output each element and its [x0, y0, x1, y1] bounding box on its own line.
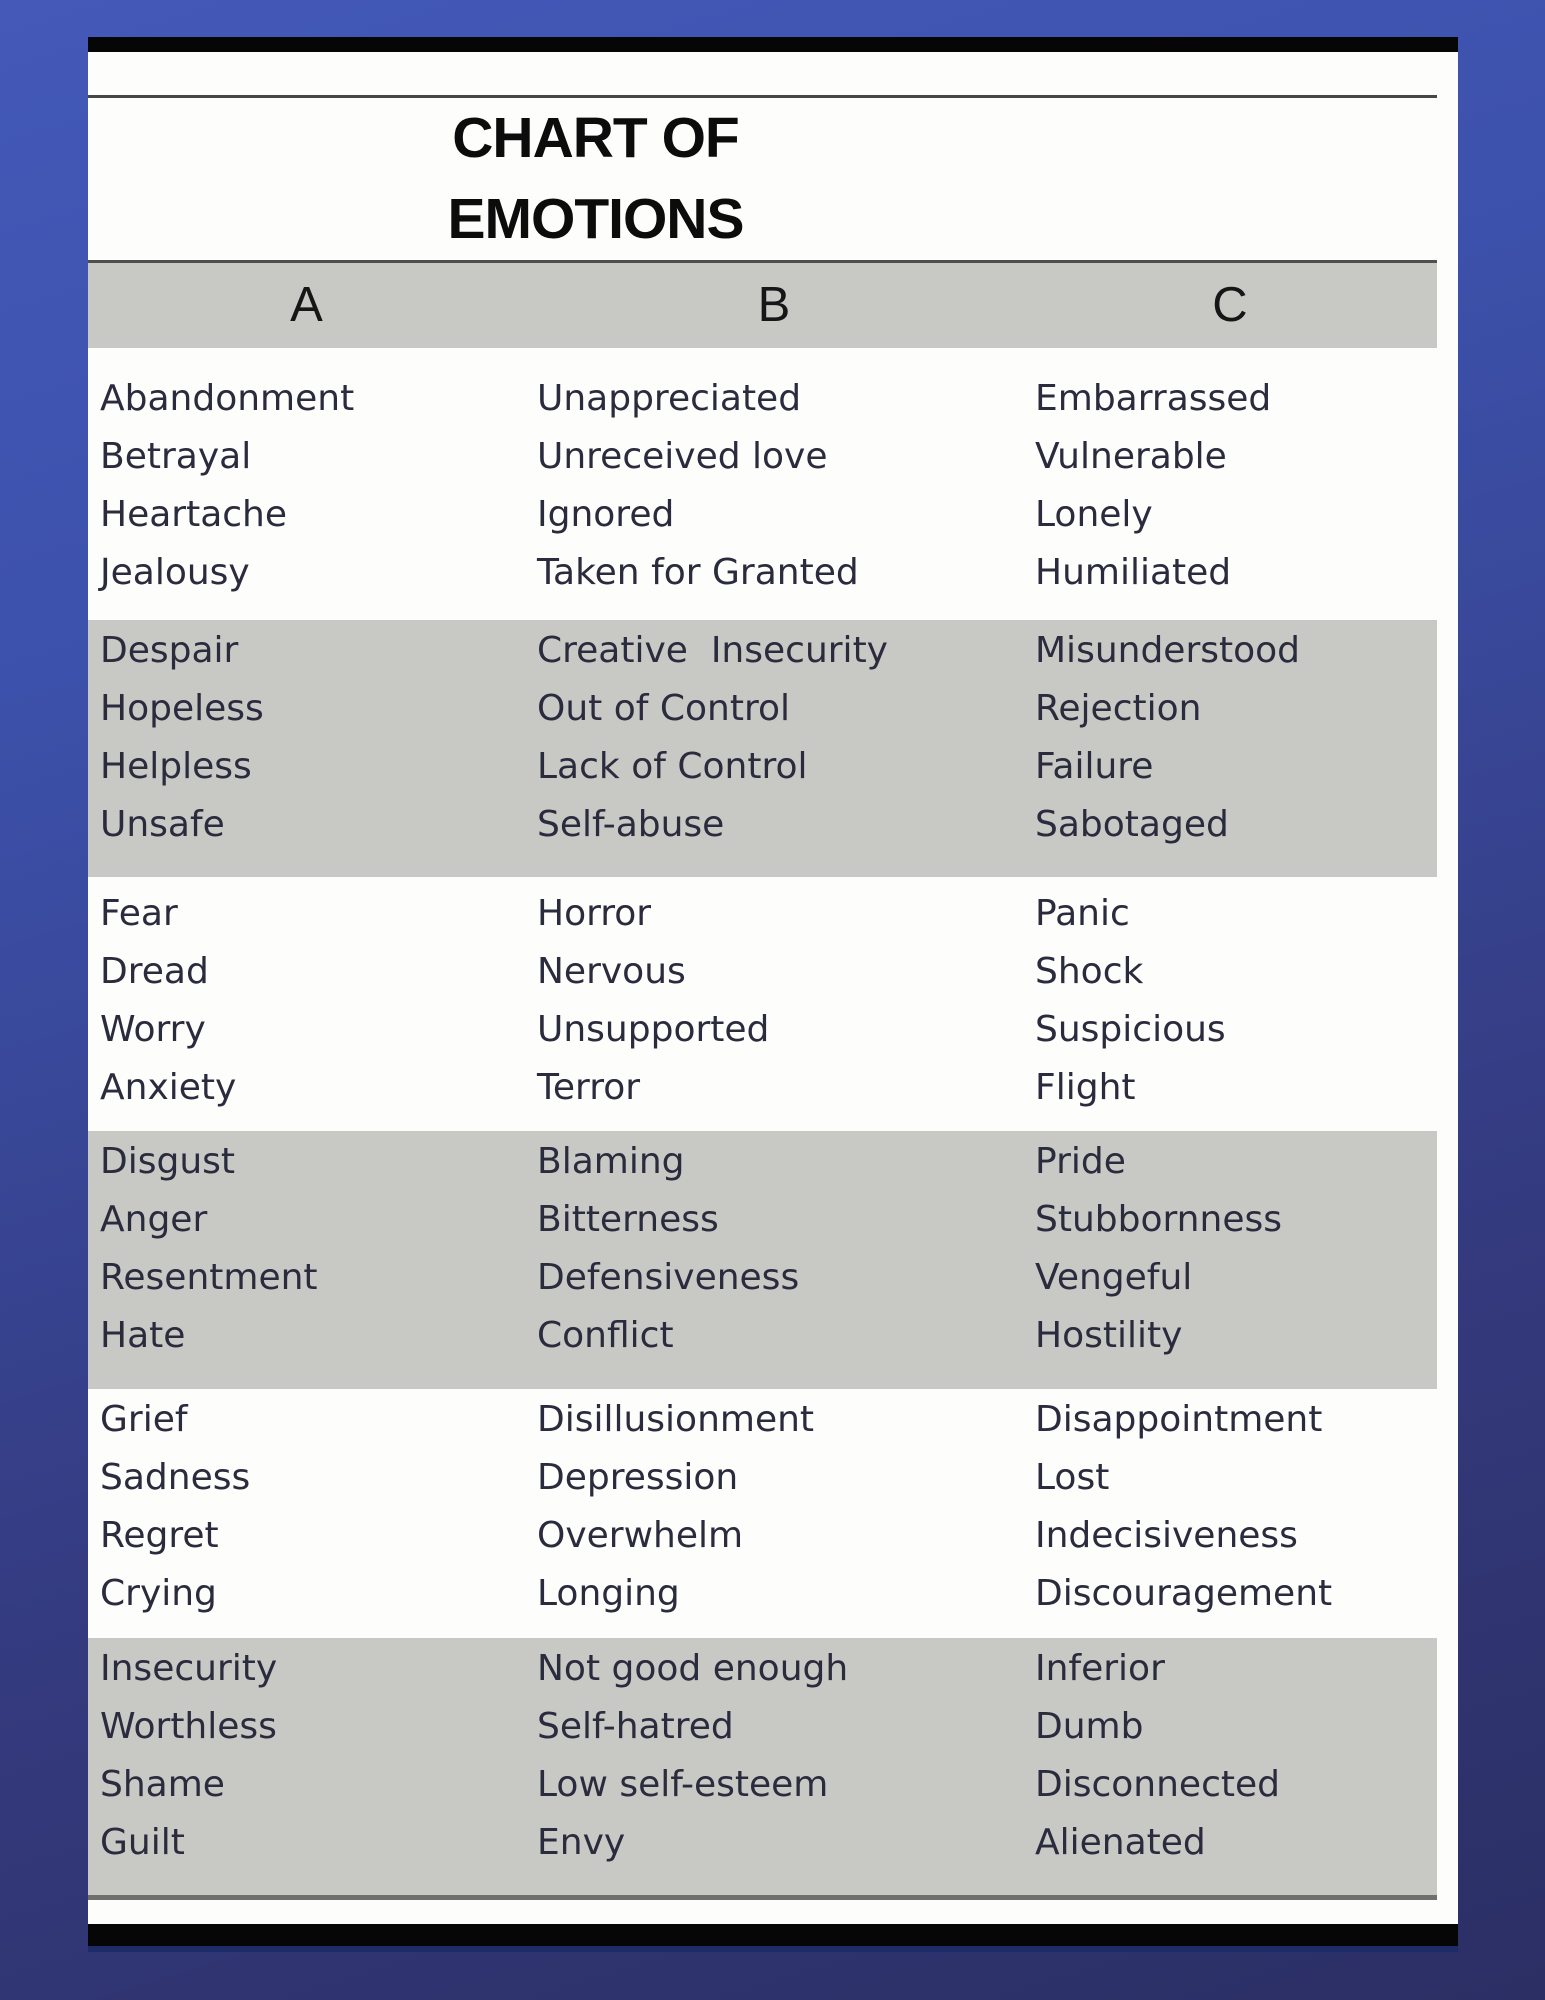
- group4-column-b-cell: [525, 1133, 1023, 1389]
- bottom-black-bar: [88, 1924, 1458, 1946]
- column-header-a: A: [290, 278, 323, 332]
- group3-column-a-cell: [88, 885, 525, 1131]
- group4-column-c-cell: [1023, 1133, 1437, 1389]
- emotion-item: Unreceived love: [537, 436, 828, 477]
- emotion-item: Sabotaged: [1035, 804, 1229, 845]
- emotion-item: Inferior: [1035, 1648, 1165, 1689]
- emotion-item: Envy: [537, 1822, 626, 1863]
- emotion-item: Anger: [100, 1199, 208, 1240]
- emotion-item: Heartache: [100, 494, 288, 535]
- emotion-item: Dumb: [1035, 1706, 1144, 1747]
- title-line-2: EMOTIONS: [447, 187, 744, 251]
- emotion-item: Fear: [100, 893, 178, 934]
- group6-column-c-cell: [1023, 1640, 1437, 1895]
- group1-column-c-cell: [1023, 370, 1458, 620]
- emotion-item: Anxiety: [100, 1067, 237, 1108]
- emotion-item: Disillusionment: [537, 1399, 815, 1440]
- emotion-item: Humiliated: [1035, 552, 1232, 593]
- bottom-white-strip: [88, 1900, 1458, 1924]
- emotion-item: Unsupported: [537, 1009, 770, 1050]
- emotion-item: Helpless: [100, 746, 252, 787]
- emotion-item: Shock: [1035, 951, 1144, 992]
- emotion-item: Blaming: [537, 1141, 685, 1182]
- emotion-item: Not good enough: [537, 1648, 849, 1689]
- emotion-item: Defensiveness: [537, 1257, 800, 1298]
- group5-column-c-cell: [1023, 1391, 1458, 1638]
- group2-column-c-cell: [1023, 622, 1437, 877]
- emotion-item: Worry: [100, 1009, 206, 1050]
- emotion-item: Lonely: [1035, 494, 1153, 535]
- group6-column-b-cell: [525, 1640, 1023, 1895]
- emotion-item: Depression: [537, 1457, 739, 1498]
- emotion-item: Bitterness: [537, 1199, 719, 1240]
- emotion-item: Embarrassed: [1035, 378, 1272, 419]
- group3-column-c-cell: [1023, 885, 1458, 1131]
- emotion-item: Self-abuse: [537, 804, 725, 845]
- emotion-item: Abandonment: [100, 378, 355, 419]
- emotion-item: Out of Control: [537, 688, 790, 729]
- emotion-item: Resentment: [100, 1257, 318, 1298]
- emotion-group-row-3: [88, 877, 1458, 1131]
- emotion-group-row-2: [88, 620, 1437, 877]
- emotion-item: Alienated: [1035, 1822, 1206, 1863]
- title-line-1: CHART OF: [452, 106, 739, 170]
- emotion-item: Nervous: [537, 951, 686, 992]
- emotion-group-row-1: [88, 348, 1458, 620]
- emotion-item: Suspicious: [1035, 1009, 1226, 1050]
- emotion-item: Terror: [537, 1067, 641, 1108]
- group2-column-a-cell: [88, 622, 525, 877]
- emotion-item: Unappreciated: [537, 378, 802, 419]
- column-header-row: [88, 260, 1437, 348]
- group4-column-a-cell: [88, 1133, 525, 1389]
- group5-column-b-cell: [525, 1391, 1023, 1638]
- emotion-item: Crying: [100, 1573, 217, 1614]
- emotion-item: Misunderstood: [1035, 630, 1301, 671]
- top-black-bar: [88, 37, 1458, 52]
- emotion-item: Pride: [1035, 1141, 1126, 1182]
- emotion-item: Grief: [100, 1399, 188, 1440]
- emotion-item: Stubbornness: [1035, 1199, 1282, 1240]
- bottom-blue-edge: [88, 1946, 1458, 1952]
- emotion-item: Shame: [100, 1764, 225, 1805]
- emotion-group-row-4: [88, 1131, 1437, 1389]
- top-white-strip: [88, 52, 1458, 95]
- emotion-item: Disappointment: [1035, 1399, 1323, 1440]
- emotion-item: Worthless: [100, 1706, 277, 1747]
- emotion-item: Hostility: [1035, 1315, 1183, 1356]
- emotion-item: Regret: [100, 1515, 219, 1556]
- emotion-item: Guilt: [100, 1822, 185, 1863]
- emotion-item: Failure: [1035, 746, 1154, 787]
- emotion-item: Ignored: [537, 494, 675, 535]
- emotion-item: Longing: [537, 1573, 680, 1614]
- group5-column-a-cell: [88, 1391, 525, 1638]
- emotion-item: Disconnected: [1035, 1764, 1280, 1805]
- emotion-item: Disgust: [100, 1141, 236, 1182]
- emotion-item: Hopeless: [100, 688, 264, 729]
- emotion-item: Vengeful: [1035, 1257, 1193, 1298]
- emotion-item: Lost: [1035, 1457, 1110, 1498]
- title-area: [88, 98, 1458, 260]
- emotion-item: Rejection: [1035, 688, 1202, 729]
- column-header-b: B: [757, 278, 791, 332]
- emotion-item: Insecurity: [100, 1648, 278, 1689]
- emotion-item: Lack of Control: [537, 746, 808, 787]
- group2-column-b-cell: [525, 622, 1023, 877]
- emotion-item: Flight: [1035, 1067, 1136, 1108]
- group6-column-a-cell: [88, 1640, 525, 1895]
- emotion-item: Jealousy: [100, 552, 250, 593]
- emotion-group-row-5: [88, 1389, 1458, 1638]
- group3-column-b-cell: [525, 885, 1023, 1131]
- emotion-item: Betrayal: [100, 436, 252, 477]
- emotion-item: Conflict: [537, 1315, 674, 1356]
- emotion-item: Creative Insecurity: [537, 630, 888, 671]
- emotion-item: Sadness: [100, 1457, 251, 1498]
- emotion-item: Discouragement: [1035, 1573, 1333, 1614]
- emotion-group-row-6: [88, 1638, 1437, 1895]
- emotion-item: Horror: [537, 893, 652, 934]
- emotion-item: Unsafe: [100, 804, 225, 845]
- emotion-item: Self-hatred: [537, 1706, 734, 1747]
- page-title: [88, 98, 1103, 260]
- emotion-item: Indecisiveness: [1035, 1515, 1298, 1556]
- emotion-item: Overwhelm: [537, 1515, 744, 1556]
- emotion-item: Dread: [100, 951, 209, 992]
- emotion-item: Despair: [100, 630, 239, 671]
- column-header-c: C: [1212, 278, 1248, 332]
- group1-column-a-cell: [88, 370, 525, 620]
- emotion-item: Vulnerable: [1035, 436, 1227, 477]
- emotion-item: Panic: [1035, 893, 1130, 934]
- emotion-item: Low self-esteem: [537, 1764, 829, 1805]
- emotion-item: Hate: [100, 1315, 186, 1356]
- emotion-item: Taken for Granted: [537, 552, 859, 593]
- emotions-chart-table: [88, 37, 1458, 1952]
- group1-column-b-cell: [525, 370, 1023, 620]
